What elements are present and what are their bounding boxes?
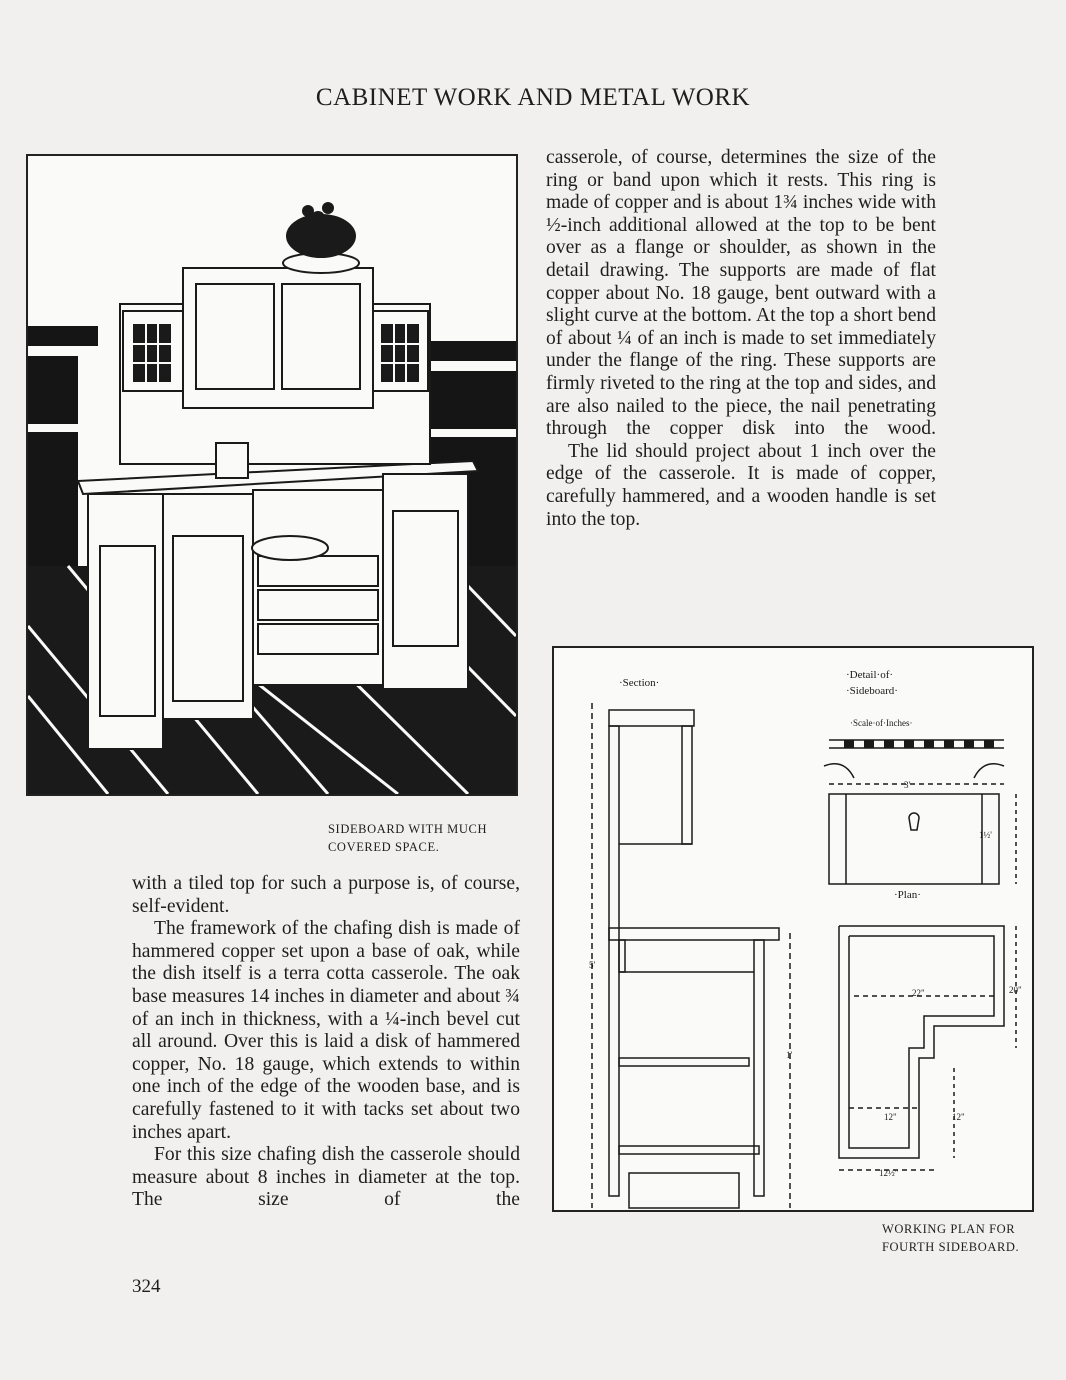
left-paragraph-3: For this size chafing dish the casserole should measure about 8 inches in diameter at the top. The size of the [132,1144,520,1211]
working-plan-drawing [552,646,1034,1212]
left-paragraph-1: with a tiled top for such a purpose is, of course, self-evident. [132,873,520,917]
dim-22: 22" [912,988,925,998]
plan-label: ·Plan· [894,889,921,901]
running-header: CABINET WORK AND METAL WORK [315,84,751,111]
figure1-caption: SIDEBOARD WITH MUCH COVERED SPACE. [328,822,488,854]
page-number: 324 [132,1276,161,1297]
left-paragraph-2: The framework of the chafing dish is made of hammered copper set upon a base of oak, while the dish itself is a terra cotta casserole. The oak base measures 14 inches in diameter and about ¾ of an inch in thickness, with a ¼-inch bevel cut all around. Over this is laid a disk of hammered copper, No. 18 gauge, which extends to within one inch of the edge of the wooden base, and is carefully fastened to it with tacks set about two inches apart. [132,918,520,1143]
detail-label: ·Detail·of· [846,669,894,681]
sideboard-illustration [26,154,518,796]
dim-12b: 12" [952,1112,965,1122]
right-paragraph-2: The lid should project about 1 inch over the edge of the casserole. It is made of copper, carefully hammered, and a wooden handle is set into the top. [546,440,936,530]
dim-12half: 12½" [879,1168,899,1178]
sideboard-drawing [28,156,516,794]
left-text-column [132,873,520,1212]
dim-door: 1½' [979,830,992,840]
section-label: ·Section· [619,677,660,689]
sideboard-label: ·Sideboard· [846,685,898,697]
dim-20: 20" [1009,985,1022,995]
dim-top: 3' [904,780,911,790]
figure2-caption: WORKING PLAN FOR FOURTH SIDEBOARD. [882,1222,1020,1254]
plan-diagram [554,648,1032,1210]
right-paragraph-1: casserole, of course, determines the size of the ring or band upon which it rests. This ring is made of copper and is about 1¾ inches wide with ½-inch additional allowed at the top to be bent over as a flange or shoulder, as shown in the detail drawing. The supports are made of flat copper about No. 18 gauge, bent outward with a slight curve at the bottom. At the top a short bend of about ¼ of an inch is made to set immediately under the flange of the ring. These supports are firmly riveted to the ring at the top and sides, and are also nailed to the piece, the nail penetrating through the copper disk into the wood. [546,147,936,440]
scale-label: ·Scale·of·Inches· [850,718,913,728]
dim-height: 5' [589,960,596,970]
dim-upper: 1' [786,1050,793,1060]
right-text-column [546,147,936,531]
dim-12a: 12" [884,1112,897,1122]
